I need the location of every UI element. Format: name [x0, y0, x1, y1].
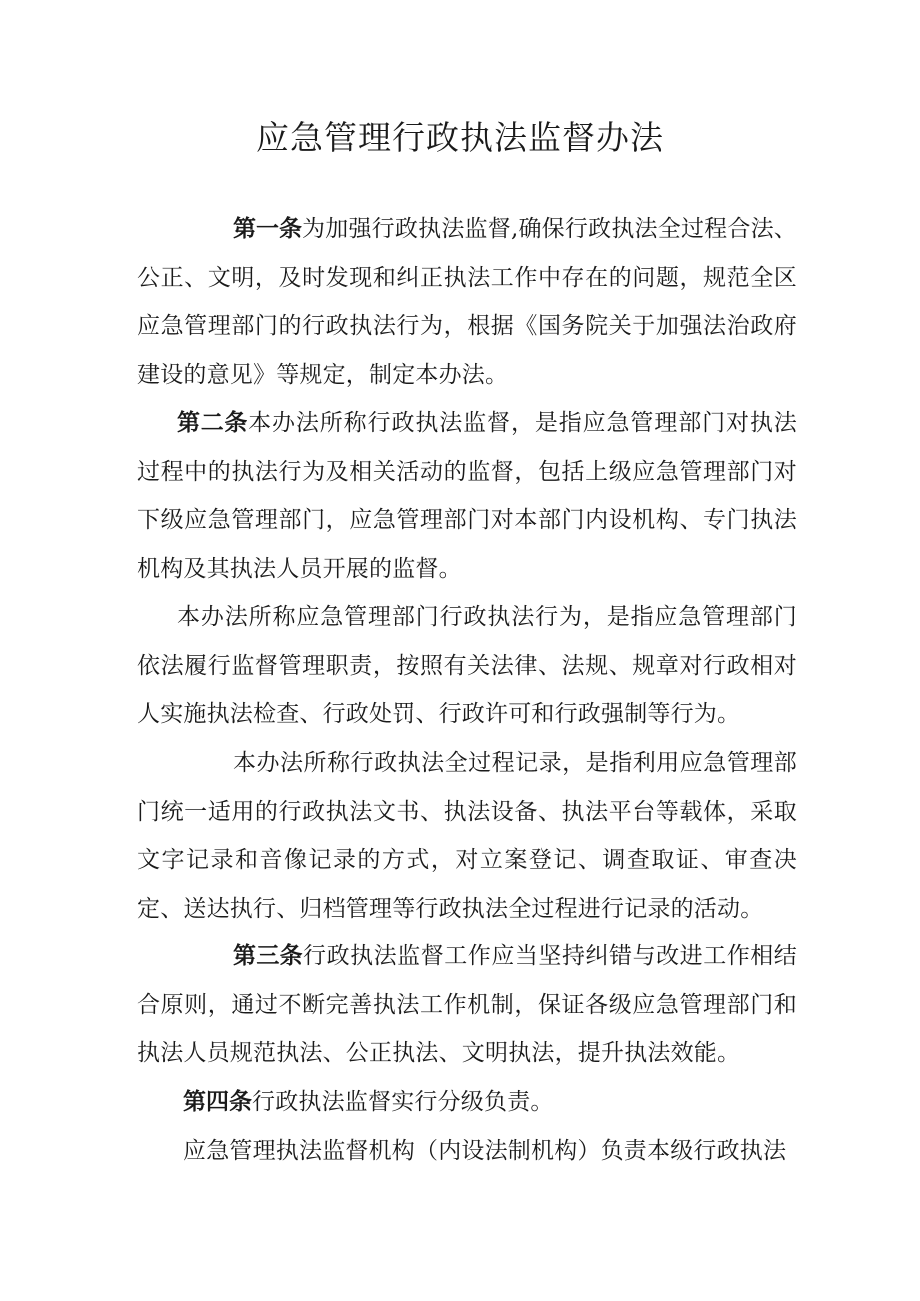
article-label: 第一条: [233, 216, 303, 242]
paragraph-text: 行政执法监督实行分级负责。: [252, 1089, 554, 1115]
paragraph-text: 本办法所称行政执法监督，是指应急管理部门对执法过程中的执法行为及相关活动的监督，包括上级应急管理部门对下级应急管理部门，应急管理部门对本部门内设机构、专门执法机构及其执法人员开展的监督。: [137, 410, 797, 582]
article-2-paragraph-3: [137, 739, 797, 933]
document-title: 应急管理行政执法监督办法: [256, 118, 664, 157]
article-3-paragraph: [137, 932, 797, 1078]
paragraph-text: 本办法所称应急管理部门行政执法行为，是指应急管理部门依法履行监督管理职责，按照有关法律、法规、规章对行政相对人实施执法检查、行政处罚、行政许可和行政强制等行为。: [137, 604, 797, 727]
article-label: 第四条: [183, 1089, 252, 1115]
article-label: 第二条: [177, 410, 249, 436]
paragraph-text: 为加强行政执法监督,确保行政执法全过程合法、公正、文明，及时发现和纠正执法工作中存在的问题，规范全区应急管理部门的行政执法行为，根据《国务院关于加强法治政府建设的意见》等规定，制定本办法。: [137, 216, 798, 388]
paragraph-text: 行政执法监督工作应当坚持纠错与改进工作相结合原则，通过不断完善执法工作机制，保证各级应急管理部门和执法人员规范执法、公正执法、文明执法，提升执法效能。: [137, 943, 798, 1066]
paragraph-text: 应急管理执法监督机构（内设法制机构）负责本级行政执法: [183, 1138, 787, 1164]
article-2-paragraph: [137, 399, 797, 593]
article-4-paragraph-2: [137, 1127, 797, 1176]
article-4-paragraph: [137, 1078, 797, 1127]
article-1-paragraph: [137, 205, 797, 399]
paragraph-text: 本办法所称行政执法全过程记录，是指利用应急管理部门统一适用的行政执法文书、执法设备、执法平台等载体，采取文字记录和音像记录的方式，对立案登记、调查取证、审查决定、送达执行、归档管理等行政执法全过程进行记录的活动。: [137, 750, 797, 922]
article-label: 第三条: [233, 943, 304, 969]
article-2-paragraph-2: [137, 593, 797, 739]
